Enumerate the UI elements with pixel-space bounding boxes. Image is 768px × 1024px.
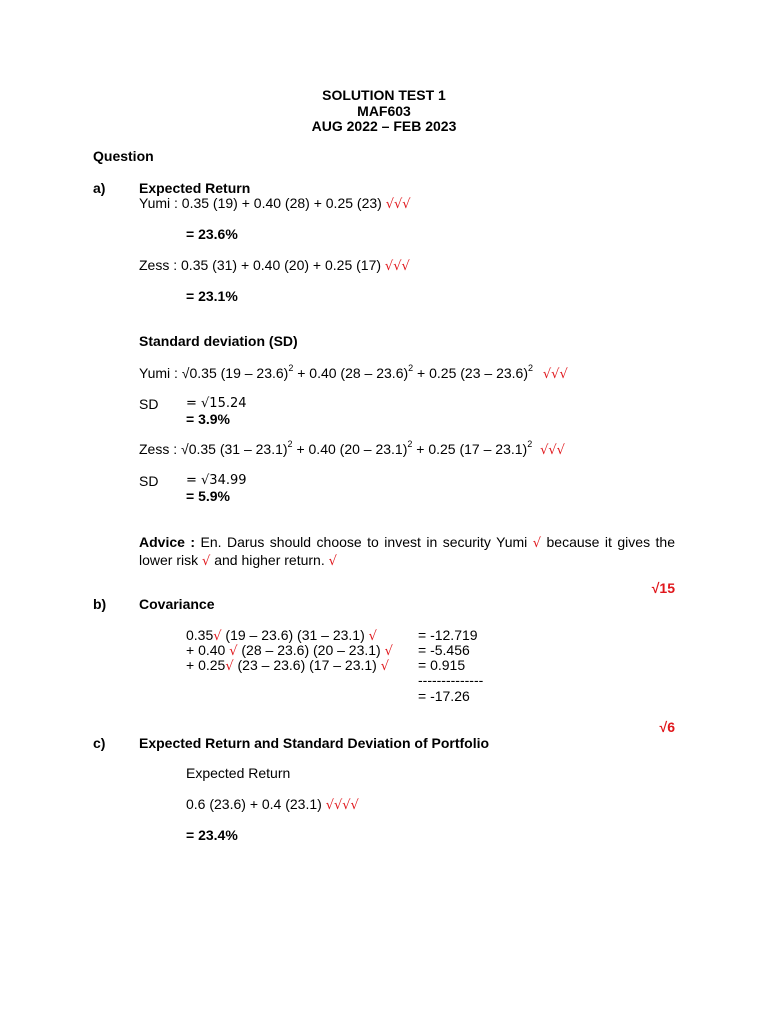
advice-text: because it gives the lower risk — [139, 534, 675, 568]
covariance-row — [186, 657, 389, 675]
weight: + 0.25 — [186, 657, 226, 673]
sd-heading: Standard deviation (SD) — [139, 333, 298, 349]
zess-formula: 0.35 (31) + 0.40 (20) + 0.25 (17) — [181, 257, 382, 273]
tick-mark: √ — [532, 536, 542, 551]
part-c-heading: Expected Return and Standard Deviation of Portfolio — [139, 735, 490, 751]
advice-text: En. Darus should choose to invest in security Yumi — [195, 534, 533, 550]
covariance-total: = -17.26 — [418, 688, 470, 704]
yumi-sd-result: = 3.9% — [186, 411, 230, 427]
zess-sd-formula — [139, 441, 565, 459]
portfolio-expected-return — [186, 796, 359, 814]
portfolio-subheading: Expected Return — [186, 765, 291, 781]
part-a-heading: Expected Return — [139, 180, 251, 196]
zess-sd-calc: = √34.99 — [186, 473, 247, 488]
sd-term-1: √0.35 (31 – 23.1) — [181, 441, 288, 457]
tick-mark: √ — [225, 659, 234, 674]
tick-marks: √√√√ — [325, 798, 359, 813]
tick-marks: √√√ — [542, 367, 568, 382]
sd-term-1: √0.35 (19 – 23.6) — [181, 365, 289, 381]
deviation-product: (19 – 23.6) (31 – 23.1) — [221, 627, 369, 643]
portfolio-result: = 23.4% — [186, 827, 238, 843]
exponent: 2 — [288, 363, 294, 374]
tick-marks: √√√ — [384, 259, 410, 274]
exponent: 2 — [287, 439, 293, 450]
advice-label: Advice : — [139, 534, 196, 550]
yumi-formula: 0.35 (19) + 0.40 (28) + 0.25 (23) — [181, 195, 382, 211]
tick-marks: √√√ — [385, 197, 411, 212]
covariance-value: = -5.456 — [418, 642, 470, 658]
tick-mark: √ — [328, 554, 337, 569]
covariance-value: = 0.915 — [418, 657, 466, 673]
yumi-expected-return — [139, 195, 411, 213]
sd-term-3: + 0.25 (17 – 23.1) — [412, 441, 528, 457]
exponent: 2 — [527, 363, 533, 374]
sum-divider: -------------- — [418, 672, 484, 688]
tick-mark: √ — [202, 554, 211, 569]
question-heading: Question — [93, 148, 154, 164]
zess-name: Zess : — [139, 257, 178, 273]
deviation-product: (28 – 23.6) (20 – 23.1) — [237, 642, 385, 658]
yumi-result: = 23.6% — [186, 226, 238, 242]
yumi-name: Yumi : — [139, 365, 178, 381]
part-b-label: b) — [93, 596, 107, 612]
semester: AUG 2022 – FEB 2023 — [311, 118, 457, 134]
advice-paragraph — [139, 534, 675, 570]
exponent: 2 — [408, 363, 414, 374]
sd-label: SD — [139, 473, 159, 489]
part-a-label: a) — [93, 180, 106, 196]
sd-term-2: + 0.40 (28 – 23.6) — [293, 365, 409, 381]
title-line-1: SOLUTION TEST 1 — [322, 87, 446, 103]
yumi-name: Yumi : — [139, 195, 178, 211]
advice-text: and higher return. — [210, 552, 329, 568]
zess-result: = 23.1% — [186, 288, 238, 304]
sd-label: SD — [139, 396, 159, 412]
sd-term-3: + 0.25 (23 – 23.6) — [413, 365, 528, 381]
part-c-label: c) — [93, 735, 106, 751]
deviation-product: (23 – 23.6) (17 – 23.1) — [233, 657, 381, 673]
weight: + 0.40 — [186, 642, 230, 658]
part-b-heading: Covariance — [139, 596, 215, 612]
tick-mark: √ — [213, 629, 222, 644]
tick-mark: √ — [368, 629, 377, 644]
weight: 0.35 — [186, 627, 214, 643]
exponent: 2 — [407, 439, 413, 450]
tick-marks: √√√ — [540, 443, 565, 458]
part-a-total-marks: √15 — [651, 580, 675, 596]
yumi-sd-calc: = √15.24 — [186, 396, 247, 411]
zess-sd-result: = 5.9% — [186, 488, 230, 504]
zess-expected-return — [139, 257, 410, 275]
portfolio-formula: 0.6 (23.6) + 0.4 (23.1) — [186, 796, 326, 812]
tick-mark: √ — [384, 644, 393, 659]
exponent: 2 — [527, 439, 533, 450]
sd-term-2: + 0.40 (20 – 23.1) — [292, 441, 408, 457]
tick-mark: √ — [380, 659, 390, 674]
zess-name: Zess : — [139, 441, 178, 457]
yumi-sd-formula — [139, 365, 568, 383]
tick-mark: √ — [229, 644, 238, 659]
covariance-value: = -12.719 — [418, 627, 478, 643]
course-code: MAF603 — [357, 103, 411, 119]
part-b-total-marks: √6 — [659, 719, 675, 735]
